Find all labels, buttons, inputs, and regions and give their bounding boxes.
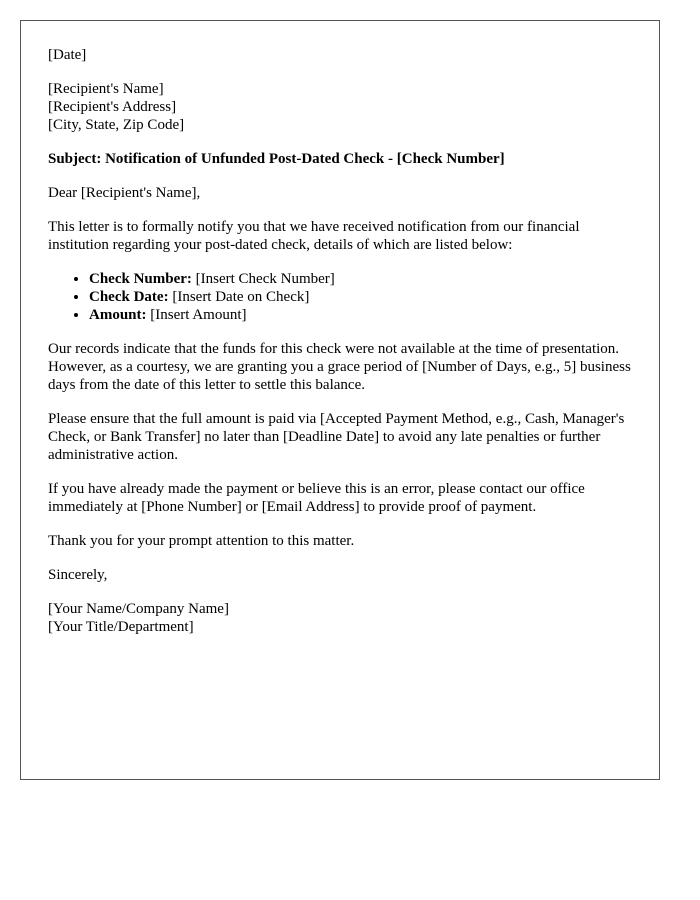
- signature-title: [Your Title/Department]: [48, 619, 194, 635]
- letter-date: [Date]: [48, 47, 87, 63]
- check-number-label: Check Number:: [89, 271, 192, 287]
- recipient-city-state-zip: [City, State, Zip Code]: [48, 117, 185, 133]
- check-date-label: Check Date:: [89, 289, 169, 305]
- amount-value: [Insert Amount]: [146, 307, 247, 323]
- list-item: [89, 306, 638, 324]
- check-date-value: [Insert Date on Check]: [168, 289, 310, 305]
- records-paragraph: Our records indicate that the funds for this check were not available at the time of presentation. However, as a courtesy, we are granting you a grace period of [Number of Days, e.g., 5] business days from the date of this letter to settle this balance.: [48, 341, 631, 393]
- signature-block: [48, 600, 638, 636]
- contact-paragraph: If you have already made the payment or believe this is an error, please contact our office immediately at [Phone Number] or [Email Address] to provide proof of payment.: [48, 481, 585, 515]
- recipient-name: [Recipient's Name]: [48, 81, 164, 97]
- closing: Sincerely,: [48, 567, 108, 583]
- salutation: Dear [Recipient's Name],: [48, 185, 201, 201]
- check-number-value: [Insert Check Number]: [191, 271, 335, 287]
- list-item: [89, 270, 638, 288]
- subject-line: Subject: Notification of Unfunded Post-Dated Check - [Check Number]: [48, 151, 505, 167]
- date-block: [48, 46, 638, 64]
- recipient-block: [48, 80, 638, 134]
- check-details-list: [48, 270, 638, 324]
- amount-label: Amount:: [89, 307, 147, 323]
- recipient-address: [Recipient's Address]: [48, 99, 177, 115]
- letter-body: [48, 46, 638, 652]
- payment-paragraph: Please ensure that the full amount is paid via [Accepted Payment Method, e.g., Cash, Manager's Check, or Bank Transfer] no later than [Deadline Date] to avoid any late penalties or further administrative action.: [48, 411, 625, 463]
- intro-paragraph: This letter is to formally notify you that we have received notification from our financial institution regarding your post-dated check, details of which are listed below:: [48, 219, 580, 253]
- list-item: [89, 288, 638, 306]
- signature-name: [Your Name/Company Name]: [48, 601, 229, 617]
- thanks-paragraph: Thank you for your prompt attention to this matter.: [48, 533, 355, 549]
